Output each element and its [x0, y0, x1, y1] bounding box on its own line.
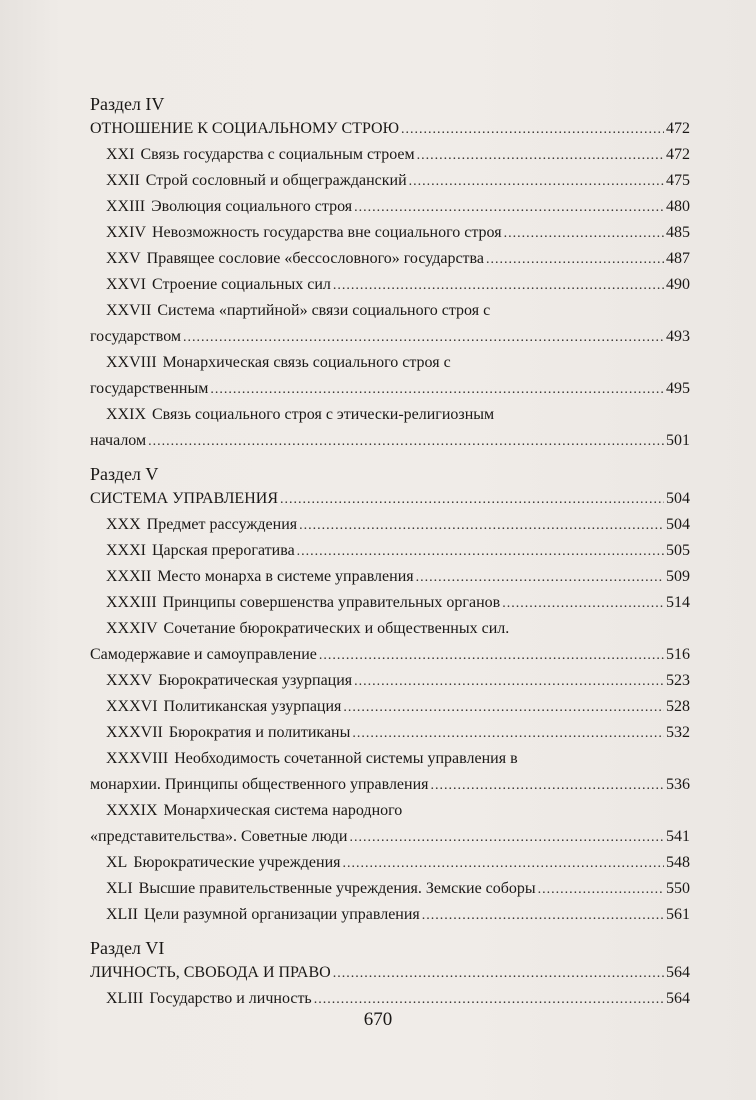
dot-leader: [416, 565, 664, 591]
dot-leader: [333, 273, 664, 299]
dot-leader: [422, 903, 664, 929]
chapter-title: Связь социального строя с этически-религиозным: [152, 406, 495, 423]
toc-section: [90, 462, 690, 928]
chapter-page-number: 493: [666, 328, 690, 345]
chapter-page-number: 504: [666, 516, 690, 533]
chapter-heading: [106, 902, 420, 928]
chapter-heading: [106, 668, 352, 694]
entry-line: [106, 142, 690, 168]
dot-leader: [210, 377, 664, 403]
chapter-number: XL: [106, 854, 128, 871]
chapter-number: XLI: [106, 880, 133, 897]
chapter-title: Монархическая система народного: [163, 802, 403, 819]
entry-line: [106, 850, 690, 876]
table-of-contents: [90, 92, 690, 1020]
chapter-heading: [106, 538, 295, 564]
toc-entry: [90, 298, 690, 350]
chapter-page-number: 516: [666, 646, 690, 663]
section-page-number: 504: [666, 490, 690, 507]
chapter-heading: [106, 564, 414, 590]
chapter-number: XXIII: [106, 198, 146, 215]
chapter-title: Высшие правительственные учреждения. Земские соборы: [138, 880, 536, 897]
chapter-page-number: 564: [666, 990, 690, 1007]
chapter-title: Сочетание бюрократических и общественных сил.: [163, 620, 510, 637]
dot-leader: [409, 169, 664, 195]
entry-line: [106, 168, 690, 194]
section-title: СИСТЕМА УПРАВЛЕНИЯ: [90, 490, 278, 507]
chapter-title: Правящее сословие «бессословного» государства: [146, 250, 484, 267]
toc-entry: [90, 720, 690, 746]
chapter-title: Связь государства с социальным строем: [140, 146, 415, 163]
entry-line: [106, 512, 690, 538]
chapter-title: Предмет рассуждения: [146, 516, 298, 533]
chapter-title: Царская прерогатива: [152, 542, 295, 559]
entry-line: [106, 694, 690, 720]
chapter-title-continuation: монархии. Принципы общественного управления: [90, 776, 429, 793]
chapter-page-number: 495: [666, 380, 690, 397]
entry-continuation-line: [90, 376, 690, 402]
dot-leader: [280, 487, 664, 513]
entry-line: [106, 194, 690, 220]
toc-entry: [90, 350, 690, 402]
chapter-number: XXI: [106, 146, 135, 163]
chapter-number: XXVIII: [106, 354, 157, 371]
chapter-page-number: 485: [666, 224, 690, 241]
chapter-page-number: 475: [666, 172, 690, 189]
chapter-title-continuation: «представительства». Советные люди: [90, 828, 348, 845]
toc-entry: [90, 168, 690, 194]
toc-entry: [90, 564, 690, 590]
dot-leader: [299, 513, 664, 539]
toc-entry: [90, 798, 690, 850]
toc-entry: [90, 668, 690, 694]
chapter-number: XXIV: [106, 224, 146, 241]
chapter-number: XXX: [106, 516, 141, 533]
chapter-heading: [106, 142, 415, 168]
chapter-heading: [106, 694, 341, 720]
toc-section: [90, 92, 690, 454]
entry-first-line: [106, 402, 690, 428]
chapter-title-continuation: Самодержавие и самоуправление: [90, 646, 317, 663]
entry-continuation-line: [90, 824, 690, 850]
chapter-page-number: 509: [666, 568, 690, 585]
toc-entry: [90, 876, 690, 902]
dot-leader: [354, 669, 664, 695]
chapter-page-number: 472: [666, 146, 690, 163]
chapter-number: XXXVIII: [106, 750, 169, 767]
toc-entry: [90, 272, 690, 298]
chapter-number: XXXVI: [106, 698, 158, 715]
page-number: 670: [363, 1009, 393, 1030]
chapter-number: XXV: [106, 250, 141, 267]
entry-first-line: [106, 798, 690, 824]
dot-leader: [401, 117, 664, 143]
section-label: Раздел V: [90, 464, 159, 484]
chapter-title: Невозможность государства вне социального строя: [152, 224, 502, 241]
dot-leader: [417, 143, 664, 169]
chapter-number: XXXIII: [106, 594, 157, 611]
dot-leader: [504, 221, 664, 247]
chapter-page-number: 548: [666, 854, 690, 871]
chapter-title: Место монарха в системе управления: [157, 568, 414, 585]
entry-line: [106, 220, 690, 246]
chapter-heading: [106, 272, 331, 298]
dot-leader: [349, 825, 664, 851]
entry-line: [106, 876, 690, 902]
toc-entry: [90, 850, 690, 876]
chapter-number: XXXVII: [106, 724, 163, 741]
chapter-number: XXXIV: [106, 620, 158, 637]
chapter-number: XXXI: [106, 542, 146, 559]
chapter-page-number: 550: [666, 880, 690, 897]
toc-entry: [90, 220, 690, 246]
toc-entry: [90, 746, 690, 798]
chapter-number: XXII: [106, 172, 140, 189]
dot-leader: [354, 195, 664, 221]
chapter-number: XXVII: [106, 302, 152, 319]
chapter-title: Монархическая связь социального строя с: [162, 354, 451, 371]
chapter-title-continuation: началом: [90, 432, 147, 449]
chapter-page-number: 480: [666, 198, 690, 215]
chapter-title: Необходимость сочетанной системы управления в: [174, 750, 518, 767]
section-page-number: 564: [666, 964, 690, 981]
dot-leader: [333, 961, 664, 987]
section-label: Раздел VI: [90, 938, 165, 958]
toc-section: [90, 936, 690, 1012]
entry-line: [106, 668, 690, 694]
toc-entry: [90, 194, 690, 220]
toc-entry: [90, 512, 690, 538]
chapter-page-number: 501: [666, 432, 690, 449]
dot-leader: [486, 247, 664, 273]
chapter-page-number: 487: [666, 250, 690, 267]
chapter-page-number: 523: [666, 672, 690, 689]
chapter-page-number: 528: [666, 698, 690, 715]
entry-continuation-line: [90, 772, 690, 798]
chapter-heading: [106, 194, 352, 220]
dot-leader: [343, 695, 664, 721]
chapter-heading: [106, 876, 536, 902]
chapter-title: Бюрократия и политиканы: [168, 724, 351, 741]
section-title-line: [90, 116, 690, 142]
toc-entry: [90, 142, 690, 168]
toc-entry: [90, 246, 690, 272]
dot-leader: [431, 773, 664, 799]
chapter-title: Принципы совершенства управительных органов: [162, 594, 501, 611]
chapter-number: XXXII: [106, 568, 152, 585]
dot-leader: [148, 429, 664, 455]
entry-continuation-line: [90, 428, 690, 454]
chapter-title: Государство и личность: [149, 990, 312, 1007]
chapter-page-number: 541: [666, 828, 690, 845]
chapter-page-number: 505: [666, 542, 690, 559]
toc-entry: [90, 590, 690, 616]
chapter-heading: [106, 590, 500, 616]
section-title-line: [90, 486, 690, 512]
toc-entry: [90, 402, 690, 454]
toc-entry: [90, 902, 690, 928]
dot-leader: [297, 539, 664, 565]
section-title-line: [90, 960, 690, 986]
chapter-page-number: 490: [666, 276, 690, 293]
section-label: Раздел IV: [90, 94, 165, 114]
chapter-title: Строение социальных сил: [152, 276, 331, 293]
chapter-number: XLIII: [106, 990, 144, 1007]
chapter-title: Цели разумной организации управления: [143, 906, 420, 923]
entry-line: [106, 720, 690, 746]
section-title: ОТНОШЕНИЕ К СОЦИАЛЬНОМУ СТРОЮ: [90, 120, 400, 137]
entry-first-line: [106, 298, 690, 324]
chapter-title: Политиканская узурпация: [163, 698, 342, 715]
dot-leader: [538, 877, 664, 903]
chapter-page-number: 561: [666, 906, 690, 923]
entry-first-line: [106, 616, 690, 642]
entry-line: [106, 538, 690, 564]
entry-line: [106, 590, 690, 616]
entry-line: [106, 902, 690, 928]
entry-first-line: [106, 746, 690, 772]
chapter-title-continuation: государством: [90, 328, 182, 345]
dot-leader: [319, 643, 664, 669]
chapter-heading: [106, 246, 484, 272]
chapter-title-continuation: государственным: [90, 380, 209, 397]
chapter-heading: [106, 168, 407, 194]
chapter-page-number: 532: [666, 724, 690, 741]
chapter-title: Бюрократические учреждения: [133, 854, 341, 871]
dot-leader: [343, 851, 665, 877]
chapter-title: Эволюция социального строя: [151, 198, 353, 215]
dot-leader: [352, 721, 664, 747]
chapter-heading: [106, 512, 297, 538]
chapter-number: XLII: [106, 906, 138, 923]
section-title: ЛИЧНОСТЬ, СВОБОДА И ПРАВО: [90, 964, 331, 981]
chapter-page-number: 536: [666, 776, 690, 793]
dot-leader: [502, 591, 664, 617]
chapter-title: Бюрократическая узурпация: [158, 672, 353, 689]
entry-first-line: [106, 350, 690, 376]
entry-line: [106, 246, 690, 272]
chapter-heading: [106, 720, 350, 746]
entry-continuation-line: [90, 324, 690, 350]
toc-entry: [90, 694, 690, 720]
dot-leader: [183, 325, 664, 351]
chapter-number: XXXIX: [106, 802, 158, 819]
entry-line: [106, 272, 690, 298]
chapter-page-number: 514: [666, 594, 690, 611]
chapter-heading: [106, 850, 341, 876]
entry-line: [106, 564, 690, 590]
chapter-heading: [106, 220, 502, 246]
toc-entry: [90, 616, 690, 668]
chapter-title: Строй сословный и общегражданский: [145, 172, 407, 189]
chapter-title: Система «партийной» связи социального строя с: [157, 302, 491, 319]
chapter-number: XXVI: [106, 276, 146, 293]
chapter-number: XXIX: [106, 406, 146, 423]
entry-continuation-line: [90, 642, 690, 668]
chapter-number: XXXV: [106, 672, 153, 689]
section-page-number: 472: [666, 120, 690, 137]
toc-entry: [90, 538, 690, 564]
